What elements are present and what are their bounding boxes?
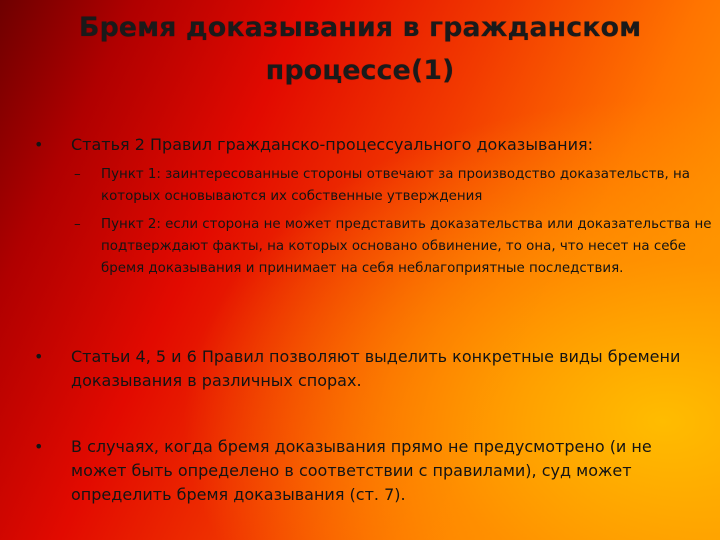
bullet-marker: • (34, 437, 44, 456)
bullet-marker: • (34, 347, 44, 366)
sub-item-marker: – (74, 217, 81, 232)
bullet-marker: • (34, 135, 44, 154)
sub-item-marker: – (74, 167, 81, 182)
sub-item-2-text: Пункт 2: если сторона не может представить доказательства или доказательства не подтверждают факты, на которых основано обвинение, то она, что несет на себе бремя доказывания и принимает на себя неблагоприятные последствия. (101, 217, 712, 276)
sub-item-1 (74, 164, 714, 210)
sub-item-2 (74, 214, 714, 306)
bullet-2 (34, 345, 710, 397)
bullet-3 (34, 435, 710, 513)
bullet-2-text: Статьи 4, 5 и 6 Правил позволяют выделить конкретные виды бремени доказывания в различных спорах. (71, 347, 681, 390)
slide-title-line-1: Бремя доказывания в гражданском (78, 12, 642, 43)
slide-title (40, 6, 680, 92)
sub-item-1-text: Пункт 1: заинтересованные стороны отвечают за производство доказательств, на которых основываются их собственные утверждения (101, 167, 690, 204)
slide-title-line-2: процессе(1) (265, 55, 455, 86)
bullet-1-text: Статья 2 Правил гражданско-процессуального доказывания: (71, 135, 594, 154)
bullet-3-text: В случаях, когда бремя доказывания прямо не предусмотрено (и не может быть определено в соответствии с правилами), суд может определить бремя доказывания (ст. 7). (71, 437, 652, 504)
bullet-1 (34, 133, 710, 159)
